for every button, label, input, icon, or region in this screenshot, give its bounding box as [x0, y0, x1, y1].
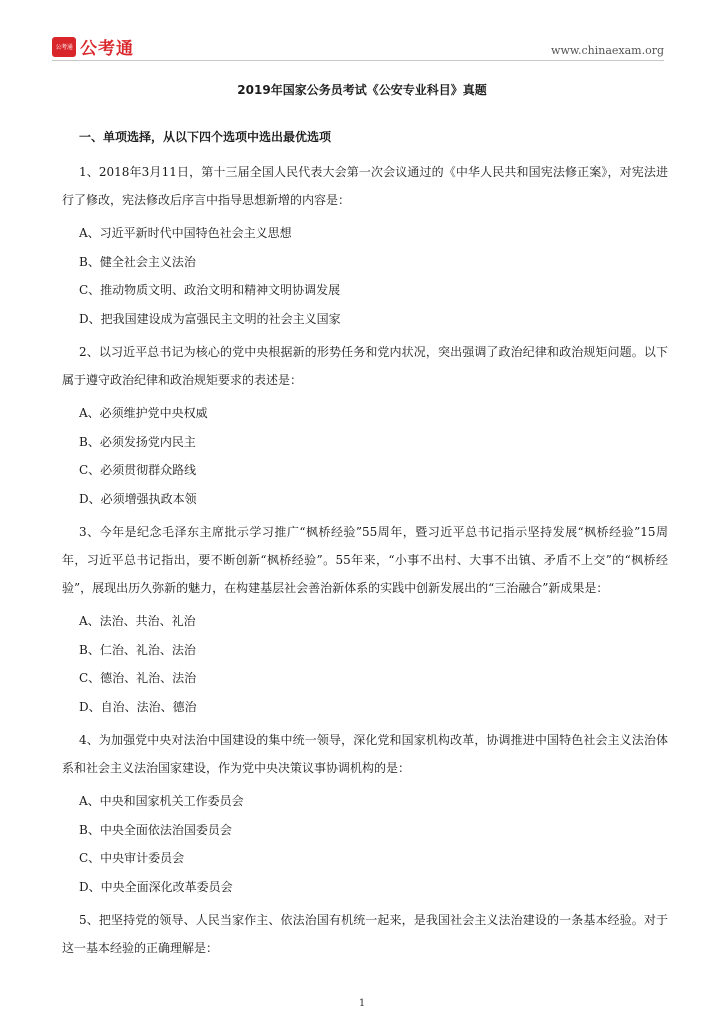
option-a: A、习近平新时代中国特色社会主义思想 — [79, 226, 292, 240]
logo-text: 公考通 — [80, 39, 134, 59]
option-c: C、中央审计委员会 — [79, 851, 185, 865]
option-b: B、仁治、礼治、法治 — [79, 642, 196, 657]
question-stem: 2、以习近平总书记为核心的党中央根据新的形势任务和党内状况，突出强调了政治纪律和政治规矩问题。以下属于遵守政治纪律和政治规矩要求的表述是： — [62, 345, 668, 387]
option-d: D、必须增强执政本领 — [79, 491, 197, 506]
option-b: B、健全社会主义法治 — [79, 254, 196, 269]
site-url[interactable]: www.chinaexam.org — [551, 44, 664, 57]
option-a: A、必须维护党中央权威 — [79, 406, 208, 420]
question-stem: 5、把坚持党的领导、人民当家作主、依法治国有机统一起来，是我国社会主义法治建设的一条基本经验。对于这一基本经验的正确理解是： — [62, 913, 668, 955]
section-heading: 一、单项选择，从以下四个选项中选出最优选项 — [79, 130, 332, 144]
option-b: B、中央全面依法治国委员会 — [79, 822, 232, 837]
question-3 — [62, 518, 668, 716]
option-d: D、中央全面深化改革委员会 — [79, 879, 233, 894]
option-a: A、法治、共治、礼治 — [79, 614, 196, 628]
option-d: D、自治、法治、德治 — [79, 699, 197, 714]
question-stem: 4、为加强党中央对法治中国建设的集中统一领导，深化党和国家机构改革，协调推进中国特色社会主义法治体系和社会主义法治国家建设，作为党中央决策议事协调机构的是： — [62, 733, 668, 775]
option-c: C、必须贯彻群众路线 — [79, 463, 197, 477]
header-divider — [52, 60, 664, 61]
option-d: D、把我国建设成为富强民主文明的社会主义国家 — [79, 311, 341, 326]
document-title: 2019年国家公务员考试《公安专业科目》真题 — [237, 83, 487, 97]
question-stem: 3、今年是纪念毛泽东主席批示学习推广“枫桥经验”55周年，暨习近平总书记指示坚持发展“枫桥经验”15周年，习近平总书记指出，要不断创新“枫桥经验”。55年来，“小事不出村、大事不出镇、矛盾不上交”的“枫桥经验”，展现出历久弥新的魅力，在构建基层社会善治新体系的实践中创新发展出的“三治融合”新成果是： — [62, 525, 668, 595]
page-header — [52, 34, 664, 62]
page-number: 1 — [358, 998, 366, 1009]
question-stem: 1、2018年3月11日，第十三届全国人民代表大会第一次会议通过的《中华人民共和国宪法修正案》，对宪法进行了修改，宪法修改后序言中指导思想新增的内容是： — [62, 165, 668, 207]
option-c: C、德治、礼治、法治 — [79, 671, 197, 685]
question-1 — [62, 158, 668, 328]
brand-logo[interactable] — [52, 34, 134, 59]
option-b: B、必须发扬党内民主 — [79, 434, 196, 449]
question-5 — [62, 906, 668, 962]
question-2 — [62, 338, 668, 508]
option-c: C、推动物质文明、政治文明和精神文明协调发展 — [79, 283, 341, 297]
logo-badge-icon: 公考通 — [52, 37, 76, 57]
option-a: A、中央和国家机关工作委员会 — [79, 794, 244, 808]
document-body — [62, 128, 668, 972]
question-4 — [62, 726, 668, 896]
